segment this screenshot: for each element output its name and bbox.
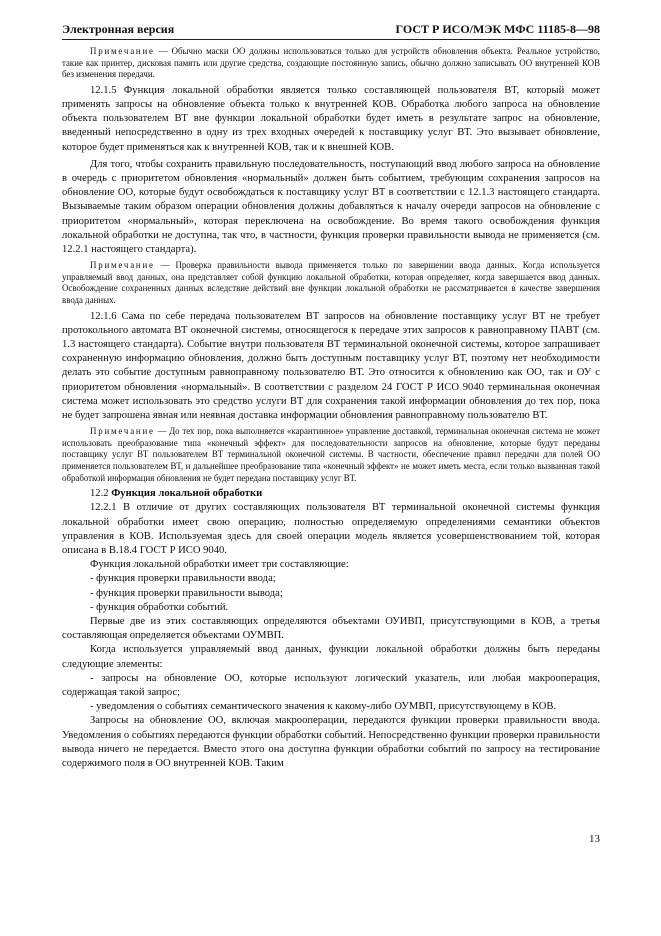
- running-header: [62, 22, 600, 40]
- note-label: Примечание: [90, 46, 155, 56]
- note-1: [62, 46, 600, 81]
- note-label: Примечание: [90, 260, 155, 271]
- note-text: — Проверка правильности вывода применяется только по завершении ввода данных. Когда используется управляемый ввод данных, она представляет собой функцию локальной обработки, которая определяет, когда завершается ввод данных. Освобождение сохраненных данных вследствие действий вне функции локальной обработки не рассматривается в качестве завершения ввода данных.: [62, 260, 600, 305]
- list-item: - функция проверки правильности ввода;: [90, 573, 276, 585]
- note-2: [62, 260, 600, 306]
- list-item: - функция проверки правильности вывода;: [90, 587, 283, 599]
- paragraph-controlled-input: Когда используется управляемый ввод данных, функции локальной обработки должны быть переданы следующие элементы:: [62, 644, 600, 670]
- section-number: 12.2: [90, 488, 109, 500]
- paragraph-12-2-1: 12.2.1 В отличие от других составляющих пользователя ВТ терминальной оконечной системы функция локальной обработки имеет свою операцию, полностью определяемую определениями семантики объектов управления в КОВ. Используемая здесь для своей операции модель является усовершенствованием той, которая описана в В.18.4 ГОСТ Р ИСО 9040.: [62, 502, 600, 556]
- paragraph-update-requests: Запросы на обновление ОО, включая макрооперации, передаются функции проверки правильности ввода. Уведомления о событиях передаются функции обработки событий. Непосредственно функции проверки правильности вывода ничего не передается. Вместо этого она доступна функции обработки событий по запросу на тестирование содержимого поля в ОО внутренней КОВ. Таким: [62, 715, 600, 770]
- list-item: - функция обработки событий.: [90, 601, 229, 613]
- page-number: 13: [589, 833, 600, 845]
- note-3: [62, 426, 600, 484]
- note-text: — До тех пор, пока выполняется «карантинное» управление доставкой, терминальная оконечная система не может использовать преобразование типа «конечный эффект» для последовательности запросов на обновление, которые будут переданы поставщику услуг ВТ пользователем ВТ терминальной оконечной системы. В частности, обеспечение правил передачи для полей ОО применяется пользователем ВТ, и дальнейшее преобразование типа «конечный эффект» не может иметь места, если только вызванная такой обработкой информация обновления не будет передана поставщику услуг ВТ.: [62, 426, 600, 483]
- paragraph-sequence: Для того, чтобы сохранить правильную последовательность, поступающий ввод любого запроса на обновление в очередь с приоритетом обновления «нормальный» должен быть событием, требующим сохранения запросов на обновление ОО, которые будут освобождаться к поставщику услуг ВТ в соответствии с 12.1.3 настоящего стандарта. Вызываемые таким образом операции обновления должны добавляться к началу очереди запросов на обновление с приоритетом «нормальный», которая переключена на освобождение. Во время такого освобождения функция локальной обработки не доступна, так что, в частности, функция проверки правильности вывода не применяется (см. 12.2.1 настоящего стандарта).: [62, 158, 600, 256]
- list-item: - запросы на обновление ОО, которые используют логический указатель, или любая макрооперация, содержащая такой запрос;: [62, 672, 600, 699]
- header-standard-number: ГОСТ Р ИСО/МЭК МФС 11185-8—98: [395, 22, 600, 36]
- document-page: [62, 22, 600, 771]
- section-title: Функция локальной обработки: [111, 488, 263, 500]
- paragraph-12-1-5: 12.1.5 Функция локальной обработки является только составляющей пользователя ВТ, который может применять запросы на обновление объекта только к внутренней КОВ. Обработка любого запроса на обновление объекта пользователем ВТ вне функции локальной обработки будет иметь в результате запрос на обновление, введенный непосредственно в одну из трех входных очередей к поставщику услуг ВТ. Это вызывает обновление, которое будет применяться как к внутренней КОВ, так и к внешней КОВ.: [62, 84, 600, 153]
- paragraph-components-defined: Первые две из этих составляющих определяются объектами ОУИВП, присутствующими в КОВ, а третья составляющая определяется объектами ОУМВП.: [62, 616, 600, 642]
- paragraph-components-intro: Функция локальной обработки имеет три составляющие:: [90, 559, 349, 571]
- note-text: — Обычно маски ОО должны использоваться только для устройств обновления объекта. Реальное устройство, такие как принтер, дисковая память или другие средства, создающие постоянную запись, обычно должно записывать ОО внутренней КОВ без изменения передачи.: [62, 46, 600, 80]
- paragraph-12-1-6: 12.1.6 Сама по себе передача пользователем ВТ запросов на обновление поставщику услуг ВТ не требует протокольного автомата ВТ оконечной системы, относящегося к передаче этих запросов к равноправному ПАВТ (см. 1.3 настоящего стандарта). Событие внутри пользователя ВТ терминальной оконечной системы, которое запрашивает сохраненную информацию обновления, должно быть доступным поставщику услуг ВТ, поэтому нет необходимости делать это событие доступным равноправному пользователю ВТ. Это относится к обновлению как ОО, так и ОУ с приоритетом обновления «нормальный». В соответствии с разделом 24 ГОСТ Р ИСО 9040 терминальная оконечная система может использовать это средство услуги ВТ для сохранения такой информации обновления до тех пор, пока не будет запрошена явная или неявная доставка информации обновления равноправному пользователю ВТ.: [62, 310, 600, 422]
- header-left: Электронная версия: [62, 22, 175, 36]
- note-label: Примечание: [90, 426, 155, 437]
- list-item: - уведомления о событиях семантического значения к какому-либо ОУМВП, присутствующему в КОВ.: [90, 701, 557, 713]
- section-heading-12-2: [62, 487, 600, 501]
